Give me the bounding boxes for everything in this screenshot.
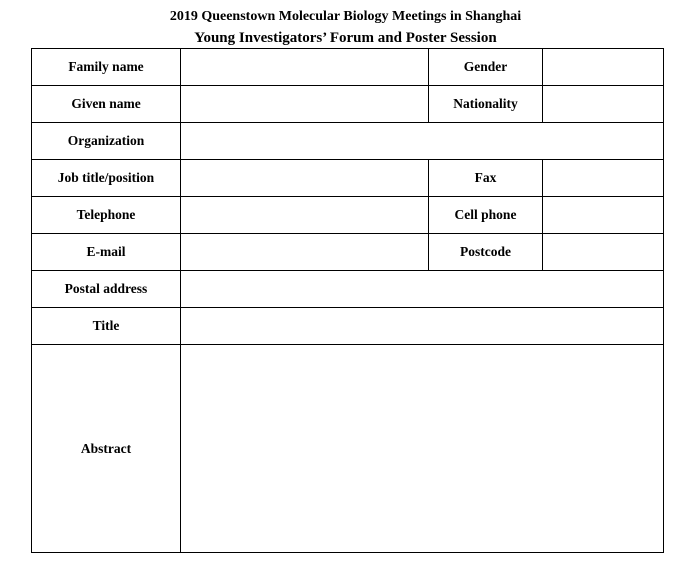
gender-label: Gender — [429, 49, 543, 86]
family-name-label: Family name — [32, 49, 181, 86]
table-row — [32, 49, 664, 86]
postal-address-label: Postal address — [32, 271, 181, 308]
title-field[interactable] — [181, 308, 664, 345]
table-row — [32, 197, 664, 234]
abstract-field[interactable] — [181, 345, 664, 553]
given-name-label: Given name — [32, 86, 181, 123]
email-label: E-mail — [32, 234, 181, 271]
fax-label: Fax — [429, 160, 543, 197]
table-row — [32, 271, 664, 308]
job-title-field[interactable] — [181, 160, 429, 197]
email-field[interactable] — [181, 234, 429, 271]
nationality-label: Nationality — [429, 86, 543, 123]
telephone-label: Telephone — [32, 197, 181, 234]
gender-field[interactable] — [543, 49, 664, 86]
cell-phone-field[interactable] — [543, 197, 664, 234]
table-row — [32, 345, 664, 553]
telephone-field[interactable] — [181, 197, 429, 234]
given-name-field[interactable] — [181, 86, 429, 123]
job-title-label: Job title/position — [32, 160, 181, 197]
abstract-label: Abstract — [32, 345, 181, 553]
organization-field[interactable] — [181, 123, 664, 160]
page-title: 2019 Queenstown Molecular Biology Meetings in Shanghai — [169, 9, 522, 24]
registration-form-table — [31, 48, 664, 553]
table-row — [32, 86, 664, 123]
table-row — [32, 308, 664, 345]
nationality-field[interactable] — [543, 86, 664, 123]
cell-phone-label: Cell phone — [429, 197, 543, 234]
postal-address-field[interactable] — [181, 271, 664, 308]
table-row — [32, 123, 664, 160]
organization-label: Organization — [32, 123, 181, 160]
postcode-field[interactable] — [543, 234, 664, 271]
fax-field[interactable] — [543, 160, 664, 197]
title-label: Title — [32, 308, 181, 345]
page-subtitle: Young Investigators’ Forum and Poster Session — [194, 30, 497, 46]
table-row — [32, 234, 664, 271]
family-name-field[interactable] — [181, 49, 429, 86]
postcode-label: Postcode — [429, 234, 543, 271]
table-row — [32, 160, 664, 197]
